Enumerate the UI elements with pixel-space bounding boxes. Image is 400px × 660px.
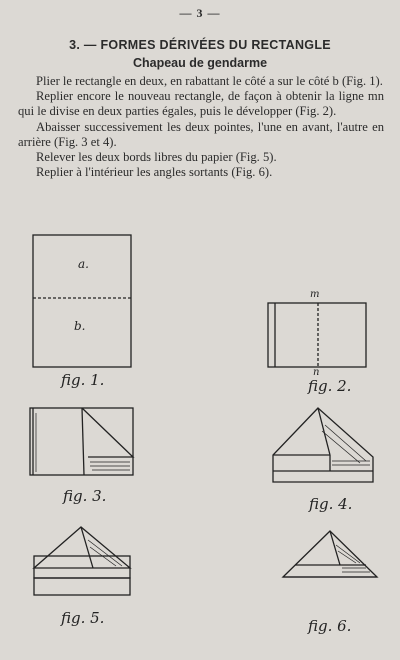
- instructions: [18, 74, 384, 180]
- instruction-paragraph: Plier le rectangle en deux, en rabattant le côté a sur le côté b (Fig. 1).: [36, 74, 383, 88]
- figure-1-caption: fig. 1.: [61, 371, 105, 389]
- figure-5-brims-raised: [34, 527, 130, 595]
- page-number: — 3 —: [179, 6, 221, 20]
- figure-5-caption: fig. 5.: [61, 609, 105, 627]
- figure-2-label-n: n: [313, 367, 320, 378]
- section-subheading: Chapeau de gendarme: [132, 56, 268, 70]
- figure-3-caption: fig. 3.: [63, 487, 107, 505]
- figures-drawing: [0, 225, 400, 660]
- figure-1-label-a: a.: [78, 257, 89, 271]
- instruction-paragraph: Replier à l'intérieur les angles sortants (Fig. 6).: [36, 165, 273, 180]
- figure-1-rectangle: [33, 235, 131, 367]
- figure-2-caption: fig. 2.: [308, 377, 352, 395]
- instruction-paragraph: Replier encore le nouveau rectangle, de façon à obtenir la ligne mn qui le divise en deux parties égales, puis le développer (Fig. 2).: [18, 89, 384, 119]
- instruction-paragraph: Relever les deux bords libres du papier (Fig. 5).: [36, 150, 277, 165]
- figure-4-second-point: [273, 408, 373, 482]
- figures-area: [0, 225, 400, 660]
- figure-2-folded: [268, 303, 366, 367]
- figure-6-caption: fig. 6.: [308, 617, 352, 635]
- figure-1-label-b: b.: [74, 319, 86, 333]
- figure-6-hat: [283, 531, 377, 577]
- instruction-paragraph: Abaisser successivement les deux pointes, l'une en avant, l'autre en arrière (Fig. 3 et 4).: [18, 119, 384, 149]
- figure-4-caption: fig. 4.: [309, 495, 353, 513]
- section-heading: 3. — FORMES DÉRIVÉES DU RECTANGLE: [69, 38, 331, 52]
- figure-3-first-point: [30, 408, 133, 475]
- figure-2-label-m: m: [310, 289, 320, 300]
